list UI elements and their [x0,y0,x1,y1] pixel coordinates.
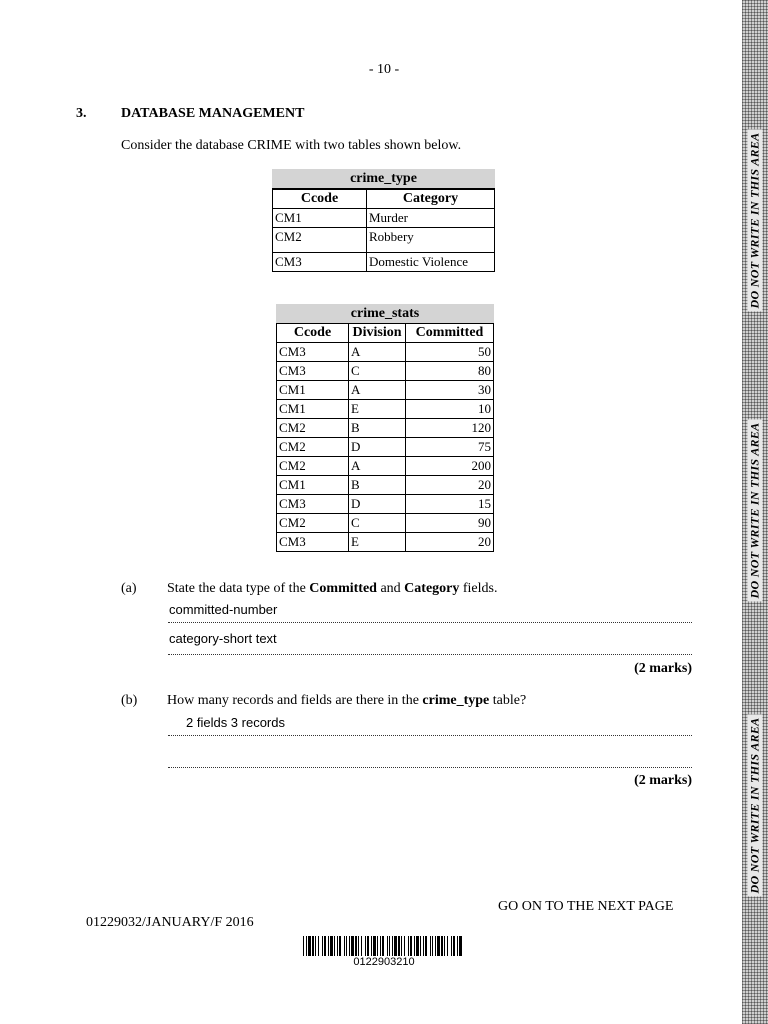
table-cell: E [349,400,406,419]
table-row [277,495,494,514]
column-header: Committed [406,324,494,343]
table-cell: 50 [406,343,494,362]
part-b-marks: (2 marks) [634,773,692,788]
table-cell: CM2 [277,419,349,438]
table-cell: A [349,381,406,400]
table-cell: D [349,495,406,514]
part-b-bold-crime-type: crime_type [422,693,490,708]
barcode-icon [303,936,465,956]
table-cell: 20 [406,533,494,552]
question-intro: Consider the database CRIME with two tables shown below. [121,138,462,153]
margin-warning [742,400,768,620]
table-row [277,343,494,362]
part-b-text: table? [489,693,527,708]
margin-warning [742,110,768,330]
crime-type-table [272,169,495,272]
table-row [277,438,494,457]
part-b-question [167,693,526,709]
table-cell: CM2 [277,514,349,533]
table-header-row [277,324,494,343]
table-row [277,400,494,419]
part-b-label: (b) [121,693,138,708]
table-cell: 10 [406,400,494,419]
table-cell: 15 [406,495,494,514]
column-header: Category [367,189,495,209]
table-cell: 90 [406,514,494,533]
part-b-answer-1[interactable]: 2 fields 3 records [186,715,285,730]
paper-code: 01229032/JANUARY/F 2016 [86,915,254,930]
table-cell: CM1 [277,381,349,400]
table-cell: CM3 [277,362,349,381]
question-title: DATABASE MANAGEMENT [121,106,305,121]
crime-stats-table [276,304,494,552]
table-cell: CM2 [273,228,367,253]
part-a-bold-committed: Committed [309,581,377,596]
page-number: - 10 - [368,62,400,77]
table-cell: E [349,533,406,552]
table-cell: 30 [406,381,494,400]
table-cell: 200 [406,457,494,476]
answer-line [168,654,692,655]
part-a-answer-1[interactable]: committed-number [169,602,278,617]
part-a-text: and [376,581,405,596]
table-cell: CM1 [277,476,349,495]
table-row [277,362,494,381]
table-cell: 20 [406,476,494,495]
part-a-answer-2[interactable]: category-short text [169,631,277,646]
table-cell: 120 [406,419,494,438]
part-a-question [167,581,497,597]
margin-warning [742,695,768,915]
table-row [277,457,494,476]
crime-stats-caption: crime_stats [276,304,494,323]
table-cell: CM2 [277,438,349,457]
table-row [277,533,494,552]
crime-type-caption: crime_type [272,169,495,188]
column-header: Ccode [277,324,349,343]
table-cell: CM3 [277,533,349,552]
column-header: Division [349,324,406,343]
table-row [273,228,495,253]
table-cell: B [349,419,406,438]
column-header: Ccode [273,189,367,209]
part-a-text: State the data type of the [167,581,310,596]
do-not-write-margin [742,0,768,1024]
margin-warning-text: DO NOT WRITE IN THIS AREA [748,419,763,601]
table-row [277,514,494,533]
table-cell: B [349,476,406,495]
table-cell: C [349,362,406,381]
table-cell: CM1 [273,209,367,228]
table-cell: C [349,514,406,533]
part-a-marks: (2 marks) [634,661,692,676]
table-cell: Domestic Violence [367,253,495,272]
table-cell: CM2 [277,457,349,476]
table-cell: CM3 [273,253,367,272]
table-header-row [273,189,495,209]
part-a-text: fields. [459,581,498,596]
table-cell: CM3 [277,495,349,514]
answer-line [168,735,692,736]
table-cell: A [349,343,406,362]
margin-warning-text: DO NOT WRITE IN THIS AREA [748,714,763,896]
table-cell: A [349,457,406,476]
table-cell: 80 [406,362,494,381]
table-row [273,253,495,272]
answer-line [168,622,692,623]
table-row [273,209,495,228]
part-b-text: How many records and fields are there in the [167,693,423,708]
table-row [277,476,494,495]
part-a-label: (a) [121,581,137,596]
margin-warning-text: DO NOT WRITE IN THIS AREA [748,129,763,311]
table-cell: Murder [367,209,495,228]
table-row [277,381,494,400]
table-cell: CM3 [277,343,349,362]
answer-line [168,767,692,768]
part-a-bold-category: Category [404,581,460,596]
go-on-next-page: GO ON TO THE NEXT PAGE [498,899,674,914]
table-cell: Robbery [367,228,495,253]
barcode-number: 0122903210 [353,956,415,968]
table-cell: 75 [406,438,494,457]
table-cell: CM1 [277,400,349,419]
crime-stats-body [277,343,494,552]
question-number: 3. [76,106,87,121]
table-cell: D [349,438,406,457]
table-row [277,419,494,438]
